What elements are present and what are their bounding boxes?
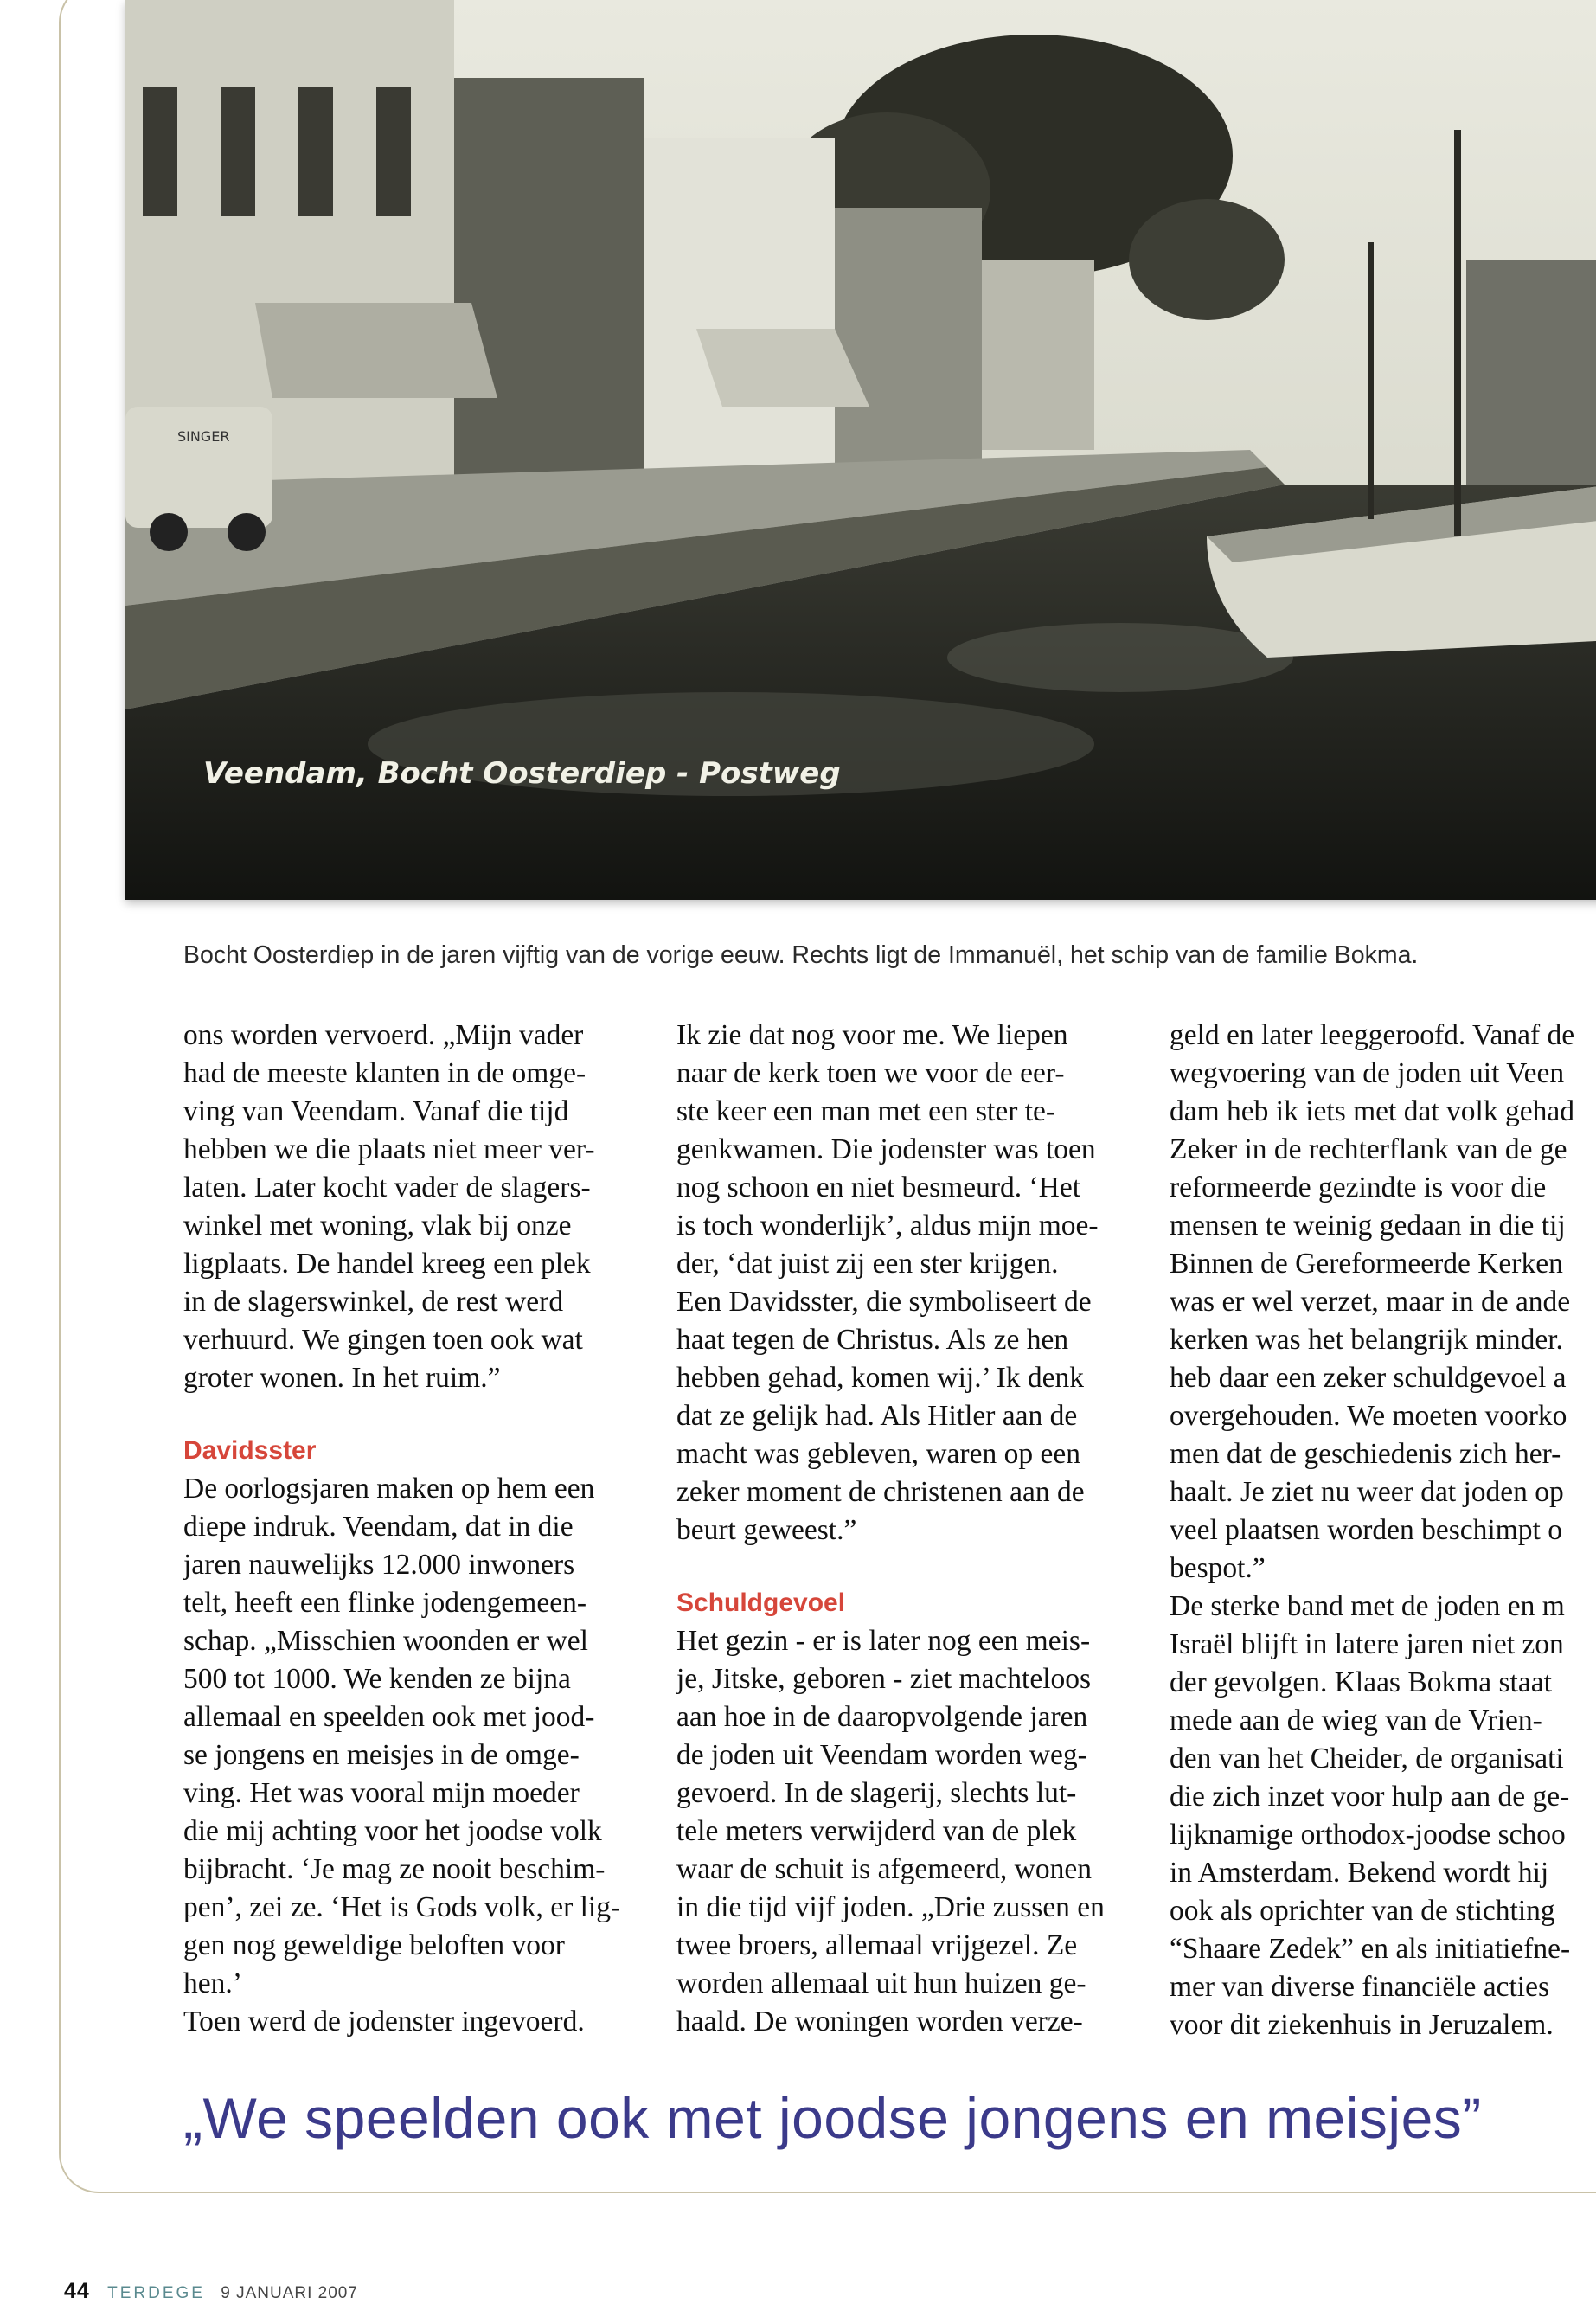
pull-quote: „We speelden ook met joodse jongens en meisjes” <box>183 2086 1482 2150</box>
article-column-1 <box>183 1017 668 2041</box>
section-heading-schuldgevoel: Schuldgevoel <box>676 1588 846 1617</box>
column-1-paragraph-2: De oorlogsjaren maken op hem een diepe indruk. Veendam, dat in die jaren nauwelijks 12.000 inwoners telt, heeft een flinke jodengemeen- schap. „Misschien woonden er wel 500 tot 1000. We kenden ze bijna allemaal en speelden ook met jood- se jongens en meisjes in de omge- ving. Het was vooral mijn moeder die mij achting voor het joodse volk bijbracht. ‘Je mag ze nooit beschim- pen’, zei ze. ‘Het is Gods volk, er lig- gen nog geweldige beloften voor hen.’ Toen werd de jodenster ingevoerd. <box>183 1473 621 2038</box>
column-2-paragraph-2: Het gezin - er is later nog een meis- je, Jitske, geboren - ziet machteloos aan hoe in de daaropvolgende jaren de joden uit Veendam worden weg- gevoerd. In de slagerij, slechts lut- tele meters verwijderd van de plek waar de schuit is afgemeerd, wonen in die tijd vijf joden. „Drie zussen en twee broers, allemaal vrijgezel. Ze worden allemaal uit hun huizen ge- haald. De woningen worden verze- <box>676 1625 1105 2038</box>
page-number: 44 <box>64 2279 90 2303</box>
photo-caption: Bocht Oosterdiep in de jaren vijftig van de vorige eeuw. Rechts ligt de Immanuël, het schip van de familie Bokma. <box>183 941 1419 969</box>
van-sign-text: SINGER <box>177 428 230 445</box>
column-3-paragraph-1: geld en later leeggeroofd. Vanaf de wegvoering van de joden uit Veen dam heb ik iets met dat volk gehad Zeker in de rechterflank van de ge reformeerde gezindte is voor die mensen te weinig gedaan in die tij Binnen de Gereformeerde Kerken was er wel verzet, maar in de ande kerken was het belangrijk minder. heb daar een zeker schuldgevoel a overgehouden. We moeten voorko men dat de geschiedenis zich her- haalt. Je ziet nu weer dat joden op veel plaatsen worden beschimpt o bespot.” De sterke band met de joden en m Israël blijft in latere jaren niet zon der gevolgen. Klaas Bokma staat mede aan de wieg van de Vrien- den van het Cheider, de organisati die zich inzet voor hulp aan de ge- lijknamige orthodox-joodse schoo in Amsterdam. Bekend wordt hij ook als oprichter van de stichting “Shaare Zedek” en als initiatiefne- mer van diverse financiële acties voor dit ziekenhuis in Jeruzalem. <box>1170 1019 1575 2041</box>
magazine-name: TERDEGE <box>107 2284 205 2302</box>
page-footer <box>64 2279 358 2304</box>
postcard-photo <box>125 0 1596 900</box>
article-column-2 <box>676 1017 1161 2041</box>
postcard-title: Veendam, Bocht Oosterdiep - Postweg <box>203 756 841 791</box>
column-2-paragraph-1: Ik zie dat nog voor me. We liepen naar de kerk toen we voor de eer- ste keer een man met een ster te- genkwamen. Die jodenster was toen nog schoon en niet besmeurd. ‘Het is toch wonderlijk’, aldus mijn moe- der, ‘dat juist zij een ster krijgen. Een Davidsster, die symboliseert de haat tegen de Christus. Als ze hen hebben gehad, komen wij.’ Ik denk dat ze gelijk had. Als Hitler aan de macht was gebleven, waren op een zeker moment de christenen aan de beurt geweest.” <box>676 1019 1099 1546</box>
article-column-3 <box>1170 1017 1596 2044</box>
section-heading-davidsster: Davidsster <box>183 1436 317 1465</box>
issue-date: 9 JANUARI 2007 <box>221 2284 358 2302</box>
column-1-paragraph-1: ons worden vervoerd. „Mijn vader had de meeste klanten in de omge- ving van Veendam. Vanaf die tijd hebben we die plaats niet meer ver- laten. Later kocht vader de slagers- winkel met woning, vlak bij onze ligplaats. De handel kreeg een plek in de slagerswinkel, de rest werd verhuurd. We gingen toen ook wat groter wonen. In het ruim.” <box>183 1019 595 1394</box>
